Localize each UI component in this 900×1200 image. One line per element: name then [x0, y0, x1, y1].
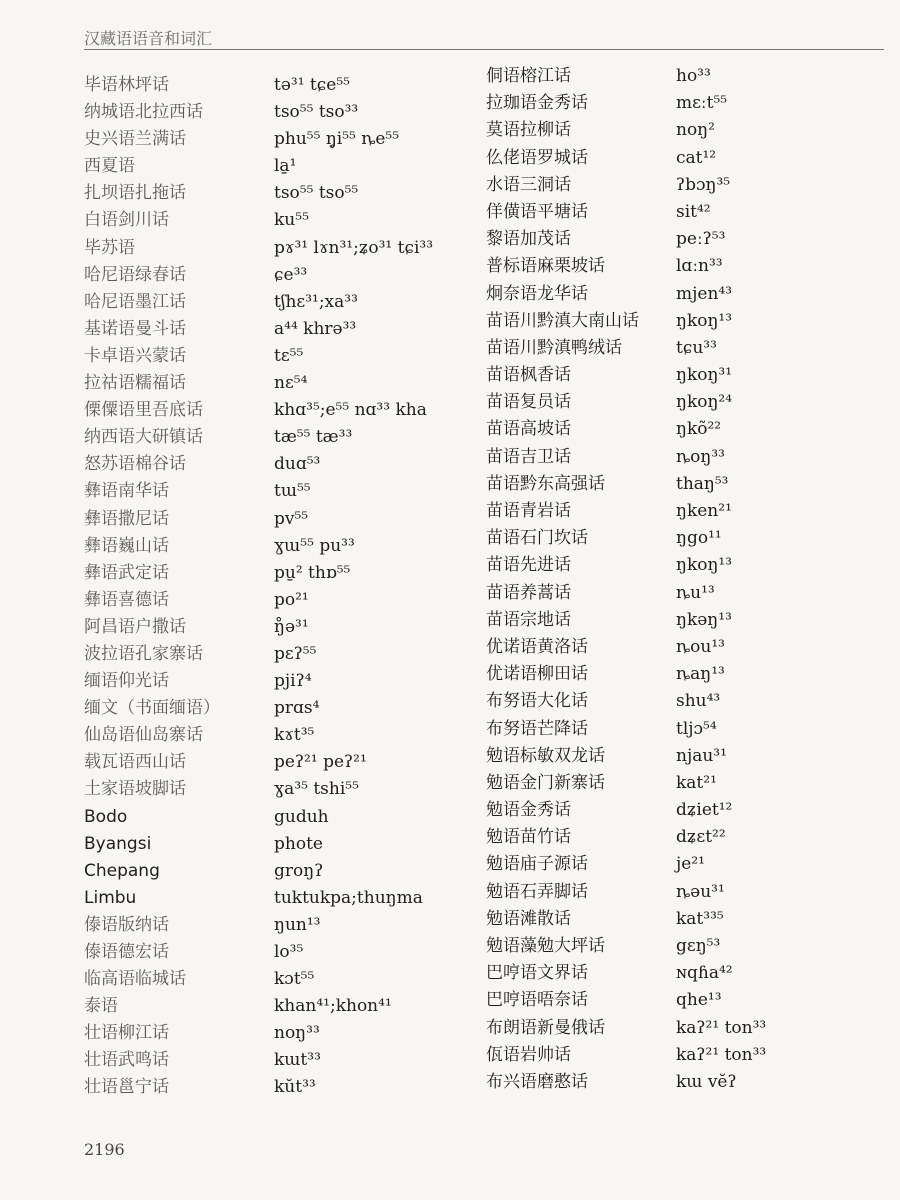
word-form: peːʔ⁵³ — [676, 229, 726, 250]
entry-row — [84, 478, 464, 505]
language-name: 彝语巍山话 — [84, 535, 169, 556]
entry-row — [486, 797, 886, 824]
language-name: 傣语版纳话 — [84, 914, 169, 935]
language-name: 黎语加茂话 — [486, 229, 571, 250]
language-name: 缅文（书面缅语） — [84, 698, 220, 719]
entry-row — [486, 607, 886, 634]
word-form: ŋkoŋ²⁴ — [676, 392, 733, 413]
entry-row — [84, 722, 464, 749]
language-name: 壮语邕宁话 — [84, 1077, 169, 1098]
entry-row — [486, 416, 886, 443]
language-name: 苗语枫香话 — [486, 365, 571, 386]
entry-row — [486, 90, 886, 117]
entry-row — [84, 966, 464, 993]
language-name: 彝语喜德话 — [84, 589, 169, 610]
entry-row — [486, 335, 886, 362]
language-name: 苗语养蒿话 — [486, 582, 571, 603]
entry-row — [84, 776, 464, 803]
entry-row — [84, 993, 464, 1020]
entry-row — [486, 444, 886, 471]
language-name: 苗语高坡话 — [486, 419, 571, 440]
entry-row — [84, 1074, 464, 1101]
word-form: noŋ³³ — [274, 1023, 320, 1044]
entry-row — [84, 343, 464, 370]
language-name: 哈尼语墨江话 — [84, 291, 186, 312]
word-form: phote — [274, 833, 323, 854]
language-name: 莫语拉柳话 — [486, 120, 571, 141]
entry-row — [84, 939, 464, 966]
word-form: la̱¹ — [274, 156, 297, 177]
word-form: ȵoŋ³³ — [676, 446, 725, 467]
word-form: je²¹ — [676, 854, 705, 875]
entry-row — [84, 316, 464, 343]
entry-row — [486, 960, 886, 987]
language-name: 布努语大化话 — [486, 691, 588, 712]
entry-row — [486, 879, 886, 906]
word-form: ŋkõ²² — [676, 419, 722, 440]
word-form: tso⁵⁵ tso⁵⁵ — [274, 183, 359, 204]
language-name: 土家语坡脚话 — [84, 779, 186, 800]
word-form: kat²¹ — [676, 772, 717, 793]
word-form: ŋkoŋ¹³ — [676, 555, 733, 576]
word-form: khɑ³⁵;e⁵⁵ nɑ³³ kha — [274, 400, 427, 421]
word-form: ku⁵⁵ — [274, 210, 309, 231]
entry-row — [486, 824, 886, 851]
language-name: 壮语柳江话 — [84, 1023, 169, 1044]
language-name: 哈尼语绿春话 — [84, 264, 186, 285]
language-name: 怒苏语棉谷话 — [84, 454, 186, 475]
entry-row — [486, 1015, 886, 1042]
entry-row — [84, 451, 464, 478]
word-form: khan⁴¹;khon⁴¹ — [274, 996, 392, 1017]
word-form: kat³³⁵ — [676, 908, 724, 929]
word-form: ŋun¹³ — [274, 914, 321, 935]
entry-row — [84, 424, 464, 451]
word-form: qhe¹³ — [676, 990, 722, 1011]
language-name: 缅语仰光话 — [84, 671, 169, 692]
word-form: kaʔ²¹ ton³³ — [676, 1044, 767, 1065]
language-name: 苗语石门坎话 — [486, 528, 588, 549]
entry-row — [486, 389, 886, 416]
entry-row — [84, 533, 464, 560]
language-name: 拉祜语糯福话 — [84, 373, 186, 394]
language-name: 优诺语柳田话 — [486, 664, 588, 685]
language-name: 苗语川黔滇大南山话 — [486, 310, 639, 331]
entry-row — [84, 153, 464, 180]
entry-row — [486, 308, 886, 335]
language-name: 傣语德宏话 — [84, 942, 169, 962]
word-form: njau³¹ — [676, 745, 727, 766]
language-name: 布努语芒降话 — [486, 718, 588, 739]
entry-row — [84, 912, 464, 939]
word-form: pu̱² thɒ⁵⁵ — [274, 562, 351, 583]
entry-row — [486, 552, 886, 579]
word-form: ȵaŋ¹³ — [676, 664, 725, 685]
language-name: 勉语金门新寨话 — [486, 772, 605, 793]
entry-row — [84, 1047, 464, 1074]
language-name: Bodo — [84, 806, 128, 827]
right-column — [486, 63, 886, 1096]
word-form: pjiʔ⁴ — [274, 671, 312, 692]
language-name: 仙岛语仙岛寨话 — [84, 725, 203, 746]
entry-row — [84, 804, 464, 831]
entry-row — [486, 661, 886, 688]
entry-row — [84, 1020, 464, 1047]
word-form: tɛ⁵⁵ — [274, 345, 304, 366]
language-name: 苗语宗地话 — [486, 609, 571, 630]
word-form: tæ⁵⁵ tæ³³ — [274, 427, 353, 448]
word-form: ho³³ — [676, 66, 711, 86]
language-name: 纳西语大研镇话 — [84, 427, 203, 448]
entry-row — [84, 180, 464, 207]
entry-row — [486, 498, 886, 525]
word-form: tljɔ⁵⁴ — [676, 718, 717, 739]
language-name: 载瓦语西山话 — [84, 752, 186, 773]
language-name: 勉语标敏双龙话 — [486, 745, 605, 766]
language-name: 拉珈语金秀话 — [486, 93, 588, 114]
language-name: 勉语苗竹话 — [486, 827, 571, 848]
entry-row — [84, 235, 464, 262]
language-name: 优诺语黄洛话 — [486, 636, 588, 657]
language-name: 西夏语 — [84, 156, 135, 177]
entry-row — [84, 99, 464, 126]
language-name: 苗语吉卫话 — [486, 446, 571, 467]
language-name: 彝语南华话 — [84, 481, 169, 502]
word-form: guduh — [274, 806, 329, 827]
language-name: 毕苏语 — [84, 237, 135, 258]
language-name: 侗语榕江话 — [486, 66, 571, 86]
entry-row — [84, 370, 464, 397]
language-name: 苗语川黔滇鸭绒话 — [486, 337, 622, 358]
language-name: 彝语武定话 — [84, 562, 169, 583]
entry-row — [486, 172, 886, 199]
word-form: groŋʔ — [274, 860, 324, 881]
word-form: kɔt⁵⁵ — [274, 969, 315, 990]
language-name: 普标语麻栗坡话 — [486, 256, 605, 277]
entry-row — [486, 145, 886, 172]
language-name: Chepang — [84, 860, 160, 881]
word-form: pv⁵⁵ — [274, 508, 309, 529]
entry-row — [84, 289, 464, 316]
word-form: ŋkəŋ¹³ — [676, 609, 732, 630]
language-name: 苗语先进话 — [486, 555, 571, 576]
language-name: 水语三洞话 — [486, 174, 571, 195]
word-form: tso⁵⁵ tso³³ — [274, 102, 359, 123]
entry-row — [84, 614, 464, 641]
word-form: ŋken²¹ — [676, 501, 732, 521]
entry-row — [486, 226, 886, 253]
entry-row — [486, 1069, 886, 1096]
language-name: Limbu — [84, 887, 137, 908]
word-form: nɛ⁵⁴ — [274, 373, 308, 394]
word-form: ɣa³⁵ tshi⁵⁵ — [274, 779, 359, 800]
word-form: ɣɯ⁵⁵ pu³³ — [274, 535, 355, 556]
language-name: 勉语滩散话 — [486, 908, 571, 929]
language-name: 苗语复员话 — [486, 392, 571, 413]
language-name: 傈僳语里吾底话 — [84, 400, 203, 421]
word-form: ŋkoŋ¹³ — [676, 310, 733, 331]
entry-row — [84, 641, 464, 668]
word-form: pɛʔ⁵⁵ — [274, 643, 317, 664]
language-name: 临高语临城话 — [84, 969, 186, 990]
language-name: 毕语林坪话 — [84, 75, 169, 95]
entry-row — [486, 580, 886, 607]
language-name: 白语剑川话 — [84, 210, 169, 231]
language-name: 阿昌语户撒话 — [84, 616, 186, 637]
word-form: shu⁴³ — [676, 691, 721, 712]
word-form: ɕe³³ — [274, 264, 308, 285]
language-name: 波拉语孔家寨话 — [84, 643, 203, 664]
word-form: kɯ vĕʔ — [676, 1071, 737, 1092]
entry-row — [84, 587, 464, 614]
word-form: tuktukpa;thuŋma — [274, 887, 423, 908]
language-name: 彝语撒尼话 — [84, 508, 169, 529]
running-header: 汉藏语语音和词汇 — [84, 29, 213, 48]
entry-row — [486, 525, 886, 552]
word-form: kɤt³⁵ — [274, 725, 315, 746]
word-form: ŋgo¹¹ — [676, 528, 722, 549]
word-form: ŋkoŋ³¹ — [676, 365, 733, 386]
language-name: 卡卓语兴蒙话 — [84, 345, 186, 366]
word-form: lo³⁵ — [274, 942, 304, 962]
language-name: 炯奈语龙华话 — [486, 283, 588, 304]
left-column — [84, 72, 464, 1102]
entry-row — [84, 668, 464, 695]
word-form: mjen⁴³ — [676, 283, 733, 304]
word-form: tɕu³³ — [676, 337, 717, 358]
entry-row — [486, 253, 886, 280]
word-form: peʔ²¹ peʔ²¹ — [274, 752, 367, 773]
entry-row — [84, 831, 464, 858]
word-form: a⁴⁴ khrə³³ — [274, 318, 357, 339]
entry-row — [84, 858, 464, 885]
entry-row — [486, 906, 886, 933]
word-form: dʑɛt²² — [676, 827, 726, 848]
entry-row — [84, 207, 464, 234]
entry-row — [84, 126, 464, 153]
language-name: 布朗语新曼俄话 — [486, 1017, 605, 1038]
word-form: prɑs⁴ — [274, 698, 320, 719]
word-form: noŋ² — [676, 120, 715, 141]
entry-row — [84, 749, 464, 776]
word-form: tɯ⁵⁵ — [274, 481, 311, 502]
entry-row — [84, 506, 464, 533]
entry-row — [486, 770, 886, 797]
entry-row — [486, 933, 886, 960]
word-form: ɴqɦa⁴² — [676, 963, 733, 984]
entry-row — [486, 471, 886, 498]
page-number: 2196 — [84, 1140, 125, 1159]
entry-row — [84, 72, 464, 99]
word-form: mɛːt⁵⁵ — [676, 93, 728, 114]
entry-row — [486, 281, 886, 308]
word-form: gɛŋ⁵³ — [676, 936, 721, 956]
word-form: ʔbɔŋ³⁵ — [676, 174, 731, 195]
word-form: dʑiet¹² — [676, 800, 733, 821]
language-name: 扎坝语扎拖话 — [84, 183, 186, 204]
word-form: duɑ⁵³ — [274, 454, 321, 475]
language-name: 布兴语磨憨话 — [486, 1071, 588, 1092]
word-form: tʃhɛ³¹;xa³³ — [274, 291, 358, 312]
entry-row — [84, 397, 464, 424]
entry-row — [486, 688, 886, 715]
entry-row — [84, 695, 464, 722]
word-form: thaŋ⁵³ — [676, 473, 729, 494]
entry-row — [486, 1042, 886, 1069]
header-rule — [84, 49, 884, 50]
entry-row — [84, 262, 464, 289]
word-form: sit⁴² — [676, 201, 711, 222]
word-form: ŋ̊ə³¹ — [274, 616, 309, 637]
language-name: 仫佬语罗城话 — [486, 147, 588, 168]
language-name: 苗语青岩话 — [486, 501, 571, 521]
entry-row — [486, 851, 886, 878]
entry-row — [486, 63, 886, 90]
word-form: pɤ³¹ lɤn³¹;ʑo³¹ tɕi³³ — [274, 237, 434, 258]
language-name: 佯僙语平塘话 — [486, 201, 588, 222]
language-name: Byangsi — [84, 833, 152, 854]
language-name: 壮语武鸣话 — [84, 1050, 169, 1071]
word-form: po²¹ — [274, 589, 309, 610]
word-form: kŭt³³ — [274, 1077, 316, 1098]
entry-row — [486, 634, 886, 661]
entry-row — [486, 716, 886, 743]
language-name: 勉语庙子源话 — [486, 854, 588, 875]
entry-row — [84, 885, 464, 912]
language-name: 巴哼语文界话 — [486, 963, 588, 984]
word-form: ȵu¹³ — [676, 582, 715, 603]
language-name: 佤语岩帅话 — [486, 1044, 571, 1065]
entry-row — [486, 743, 886, 770]
word-form: kɯt³³ — [274, 1050, 321, 1071]
word-form: cat¹² — [676, 147, 717, 168]
language-name: 泰语 — [84, 996, 118, 1017]
entry-row — [486, 362, 886, 389]
word-form: ȵəu³¹ — [676, 881, 725, 902]
word-form: ȵou¹³ — [676, 636, 725, 657]
word-form: kaʔ²¹ ton³³ — [676, 1017, 767, 1038]
language-name: 基诺语曼斗话 — [84, 318, 186, 339]
entry-row — [486, 199, 886, 226]
word-form: lɑːn³³ — [676, 256, 723, 277]
word-form: phu⁵⁵ ŋ̥i⁵⁵ ȵe⁵⁵ — [274, 129, 400, 150]
language-name: 苗语黔东高强话 — [486, 473, 605, 494]
entry-row — [84, 560, 464, 587]
language-name: 巴哼语唔奈话 — [486, 990, 588, 1011]
language-name: 勉语金秀话 — [486, 800, 571, 821]
entry-row — [486, 987, 886, 1014]
word-form: tə³¹ tɕe⁵⁵ — [274, 75, 350, 95]
language-name: 勉语藻勉大坪话 — [486, 936, 605, 956]
language-name: 纳城语北拉西话 — [84, 102, 203, 123]
entry-row — [486, 117, 886, 144]
language-name: 史兴语兰满话 — [84, 129, 186, 150]
language-name: 勉语石弄脚话 — [486, 881, 588, 902]
